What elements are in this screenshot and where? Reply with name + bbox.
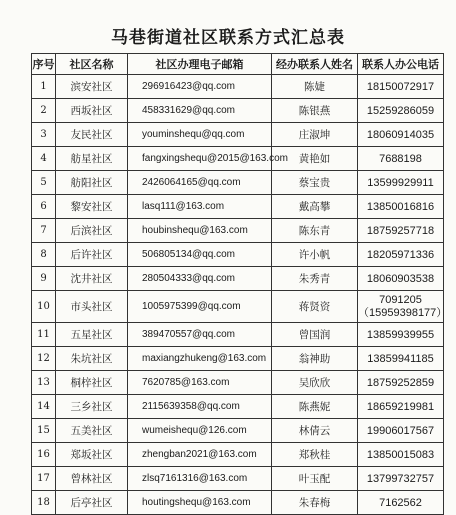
community-name: 曾林社区 [56,467,128,491]
community-email: fangxingshequ@2015@163.com [128,147,272,171]
row-index: 14 [32,395,56,419]
community-name: 滨安社区 [56,75,128,99]
contact-name: 陈东青 [272,219,358,243]
contact-phone: 13599929911 [358,171,444,195]
contact-phone: 18759252859 [358,371,444,395]
table-row [32,291,444,323]
row-index: 1 [32,75,56,99]
contact-name: 陈燕妮 [272,395,358,419]
community-email: houbinshequ@163.com [128,219,272,243]
contact-phone: 19906017567 [358,419,444,443]
table-row [32,147,444,171]
table-row [32,467,444,491]
row-index: 11 [32,323,56,347]
community-name: 桐梓社区 [56,371,128,395]
contact-name: 陈银燕 [272,99,358,123]
table-row [32,347,444,371]
community-name: 朱坑社区 [56,347,128,371]
row-index: 4 [32,147,56,171]
table-row [32,195,444,219]
community-email: 1005975399@qq.com [128,291,272,323]
header-contact-name: 经办联系人姓名 [272,54,358,75]
contact-name: 郑秋桂 [272,443,358,467]
contact-name: 吴欣欣 [272,371,358,395]
contact-name: 朱春梅 [272,491,358,515]
row-index: 6 [32,195,56,219]
table-row [32,371,444,395]
contact-phone: 13859939955 [358,323,444,347]
community-email: youminshequ@qq.com [128,123,272,147]
table-header-row [32,54,444,75]
community-name: 五美社区 [56,419,128,443]
contact-name: 黄艳如 [272,147,358,171]
community-name: 郑坂社区 [56,443,128,467]
community-name: 舫阳社区 [56,171,128,195]
community-email: lasq111@163.com [128,195,272,219]
contact-phone: 13799732757 [358,467,444,491]
header-community-name: 社区名称 [56,54,128,75]
community-name: 后许社区 [56,243,128,267]
community-name: 市头社区 [56,291,128,323]
contact-phone: 13850016816 [358,195,444,219]
table-row [32,75,444,99]
community-name: 黎安社区 [56,195,128,219]
community-name: 三乡社区 [56,395,128,419]
community-name: 西坂社区 [56,99,128,123]
community-email: 7620785@163.com [128,371,272,395]
contact-phone: 7162562 [358,491,444,515]
row-index: 17 [32,467,56,491]
contact-phone: 18759257718 [358,219,444,243]
table-row [32,267,444,291]
community-email: 2115639358@qq.com [128,395,272,419]
contact-name: 曾国润 [272,323,358,347]
row-index: 9 [32,267,56,291]
table-row [32,171,444,195]
contact-phone [358,291,448,323]
contact-phone-secondary: （15959398177） [358,306,448,319]
contact-phone: 7688198 [358,147,444,171]
contact-table [31,53,448,515]
row-index: 16 [32,443,56,467]
contact-name: 朱秀青 [272,267,358,291]
contact-name: 蔡宝贵 [272,171,358,195]
row-index: 15 [32,419,56,443]
row-index: 3 [32,123,56,147]
community-name: 后亭社区 [56,491,128,515]
contact-phone: 18060903538 [358,267,444,291]
table-row [32,491,444,515]
community-email: wumeishequ@126.com [128,419,272,443]
community-email: houtingshequ@163.com [128,491,272,515]
table-row [32,395,444,419]
community-email: maxiangzhukeng@163.com [128,347,272,371]
community-email: 280504333@qq.com [128,267,272,291]
table-row [32,99,444,123]
table-row [32,243,444,267]
community-name: 舫星社区 [56,147,128,171]
header-index: 序号 [32,54,56,75]
contact-name: 庄淑坤 [272,123,358,147]
community-email: 458331629@qq.com [128,99,272,123]
community-name: 沈井社区 [56,267,128,291]
table-body [32,75,448,515]
row-index: 10 [32,291,56,323]
table-row [32,323,444,347]
contact-name: 陈婕 [272,75,358,99]
contact-name: 许小帆 [272,243,358,267]
row-index: 8 [32,243,56,267]
contact-phone: 13859941185 [358,347,444,371]
contact-name: 翁神助 [272,347,358,371]
contact-phone: 18060914035 [358,123,444,147]
header-phone: 联系人办公电话 [358,54,444,75]
community-email: 296916423@qq.com [128,75,272,99]
contact-phone: 18205971336 [358,243,444,267]
contact-phone: 15259286059 [358,99,444,123]
table-row [32,443,444,467]
contact-name: 叶玉配 [272,467,358,491]
contact-phone: 18150072917 [358,75,444,99]
community-email: 389470557@qq.com [128,323,272,347]
page-title: 马巷街道社区联系方式汇总表 [111,28,345,48]
row-index: 18 [32,491,56,515]
community-email: zhengban2021@163.com [128,443,272,467]
community-email: 2426064165@qq.com [128,171,272,195]
contact-name: 戴高攀 [272,195,358,219]
header-email: 社区办理电子邮箱 [128,54,272,75]
community-name: 五星社区 [56,323,128,347]
table-row [32,219,444,243]
table-row [32,419,444,443]
row-index: 13 [32,371,56,395]
contact-phone: 18659219981 [358,395,444,419]
contact-phone: 13850015083 [358,443,444,467]
community-name: 后滨社区 [56,219,128,243]
community-name: 友民社区 [56,123,128,147]
contact-name: 蒋贤资 [272,291,358,323]
table-row [32,123,444,147]
row-index: 5 [32,171,56,195]
row-index: 7 [32,219,56,243]
contact-phone-primary: 7091205 [379,293,422,306]
community-email: 506805134@qq.com [128,243,272,267]
contact-name: 林倩云 [272,419,358,443]
row-index: 12 [32,347,56,371]
row-index: 2 [32,99,56,123]
community-email: zlsq7161316@163.com [128,467,272,491]
